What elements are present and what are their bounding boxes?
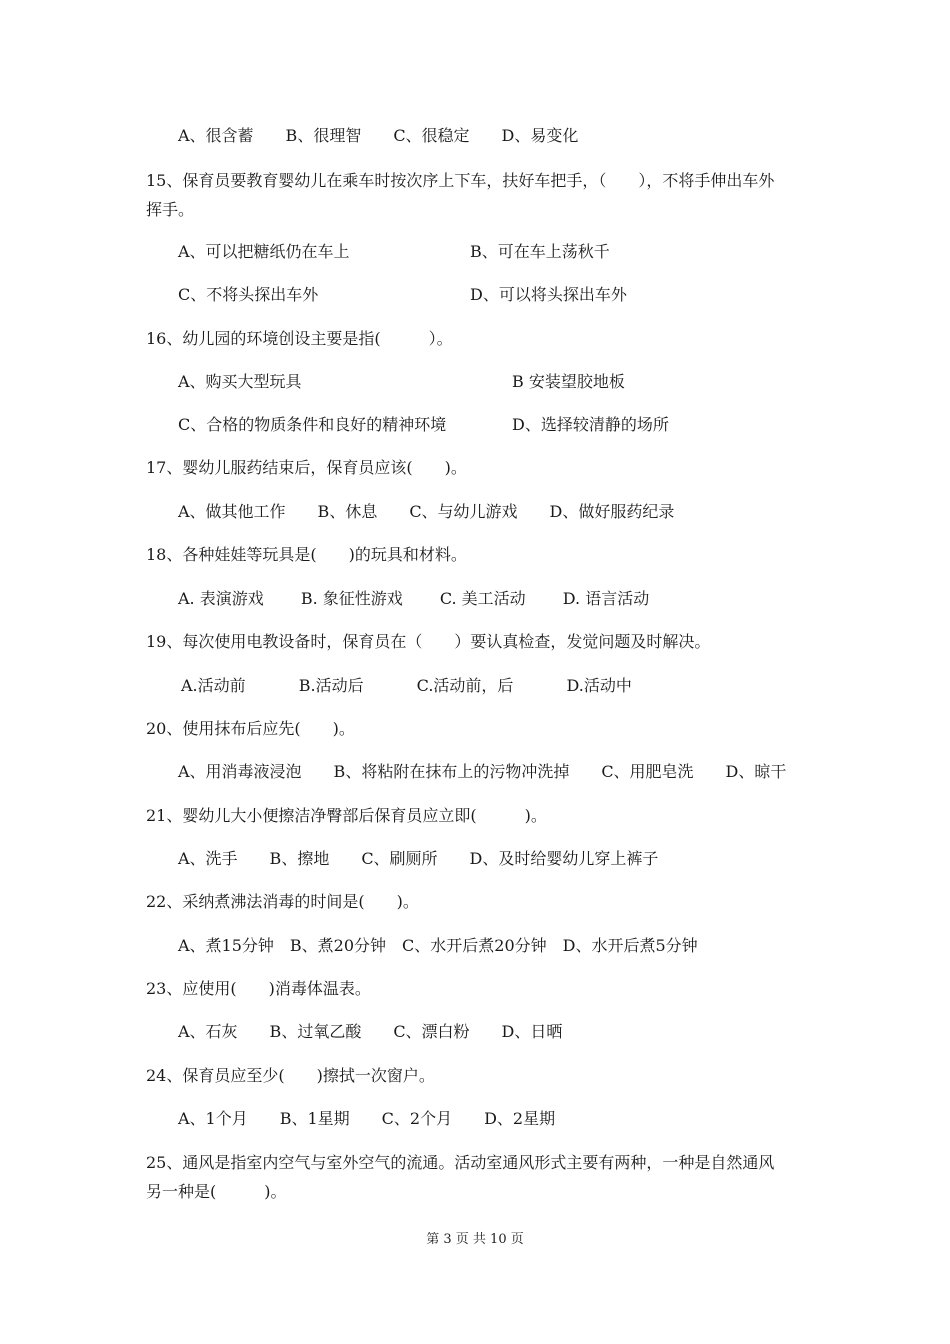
- q15-option-b: B、可在车上荡秋千: [470, 242, 610, 261]
- q15-option-a: A、可以把糖纸仍在车上: [178, 242, 350, 261]
- q23-text: 23、应使用( )消毒体温表。: [146, 979, 371, 998]
- q24-text: 24、保育员应至少( )擦拭一次窗户。: [146, 1066, 435, 1085]
- q25-text-cont: 另一种是( )。: [146, 1182, 287, 1201]
- q21-text: 21、婴幼儿大小便擦洁净臀部后保育员应立即( )。: [146, 806, 547, 825]
- q17-text: 17、婴幼儿服药结束后，保育员应该( )。: [146, 458, 467, 477]
- q24-options: A、1个月 B、1星期 C、2个月 D、2星期: [178, 1109, 556, 1128]
- q21-options: A、洗手 B、擦地 C、刷厕所 D、及时给婴幼儿穿上裤子: [178, 849, 659, 868]
- q23-options: A、石灰 B、过氧乙酸 C、漂白粉 D、日晒: [178, 1022, 563, 1041]
- q15-text-cont: 挥手。: [146, 200, 195, 219]
- q16-option-b: B 安装望胶地板: [512, 372, 625, 391]
- page-footer: 第 3 页 共 10 页: [426, 1232, 524, 1247]
- q15-option-d: D、可以将头探出车外: [470, 285, 627, 304]
- q16-option-d: D、选择较清静的场所: [512, 415, 669, 434]
- q20-options: A、用消毒液浸泡 B、将粘附在抹布上的污物冲洗掉 C、用肥皂洗 D、晾干: [178, 762, 787, 781]
- q16-option-c: C、合格的物质条件和良好的精神环境: [178, 415, 447, 434]
- q16-text: 16、幼儿园的环境创设主要是指( ）。: [146, 329, 453, 348]
- q22-options: A、煮15分钟 B、煮20分钟 C、水开后煮20分钟 D、水开后煮5分钟: [178, 936, 698, 955]
- q19-options: A.活动前 B.活动后 C.活动前，后 D.活动中: [181, 676, 632, 695]
- q17-options: A、做其他工作 B、休息 C、与幼儿游戏 D、做好服药纪录: [178, 502, 675, 521]
- q22-text: 22、采纳煮沸法消毒的时间是( )。: [146, 892, 419, 911]
- q16-option-a: A、购买大型玩具: [178, 372, 302, 391]
- q15-text: 15、保育员要教育婴幼儿在乘车时按次序上下车，扶好车把手，（ ），不将手伸出车外: [146, 171, 775, 190]
- q19-text: 19、每次使用电教设备时，保育员在（ ）要认真检查，发觉问题及时解决。: [146, 632, 711, 651]
- q20-text: 20、使用抹布后应先( )。: [146, 719, 355, 738]
- q14-options: A、很含蓄 B、很理智 C、很稳定 D、易变化: [178, 126, 579, 145]
- q18-text: 18、各种娃娃等玩具是( )的玩具和材料。: [146, 545, 467, 564]
- q18-options: A. 表演游戏 B. 象征性游戏 C. 美工活动 D. 语言活动: [178, 589, 650, 608]
- q25-text: 25、通风是指室内空气与室外空气的流通。活动室通风形式主要有两种，一种是自然通风: [146, 1153, 775, 1172]
- q15-option-c: C、不将头探出车外: [178, 285, 319, 304]
